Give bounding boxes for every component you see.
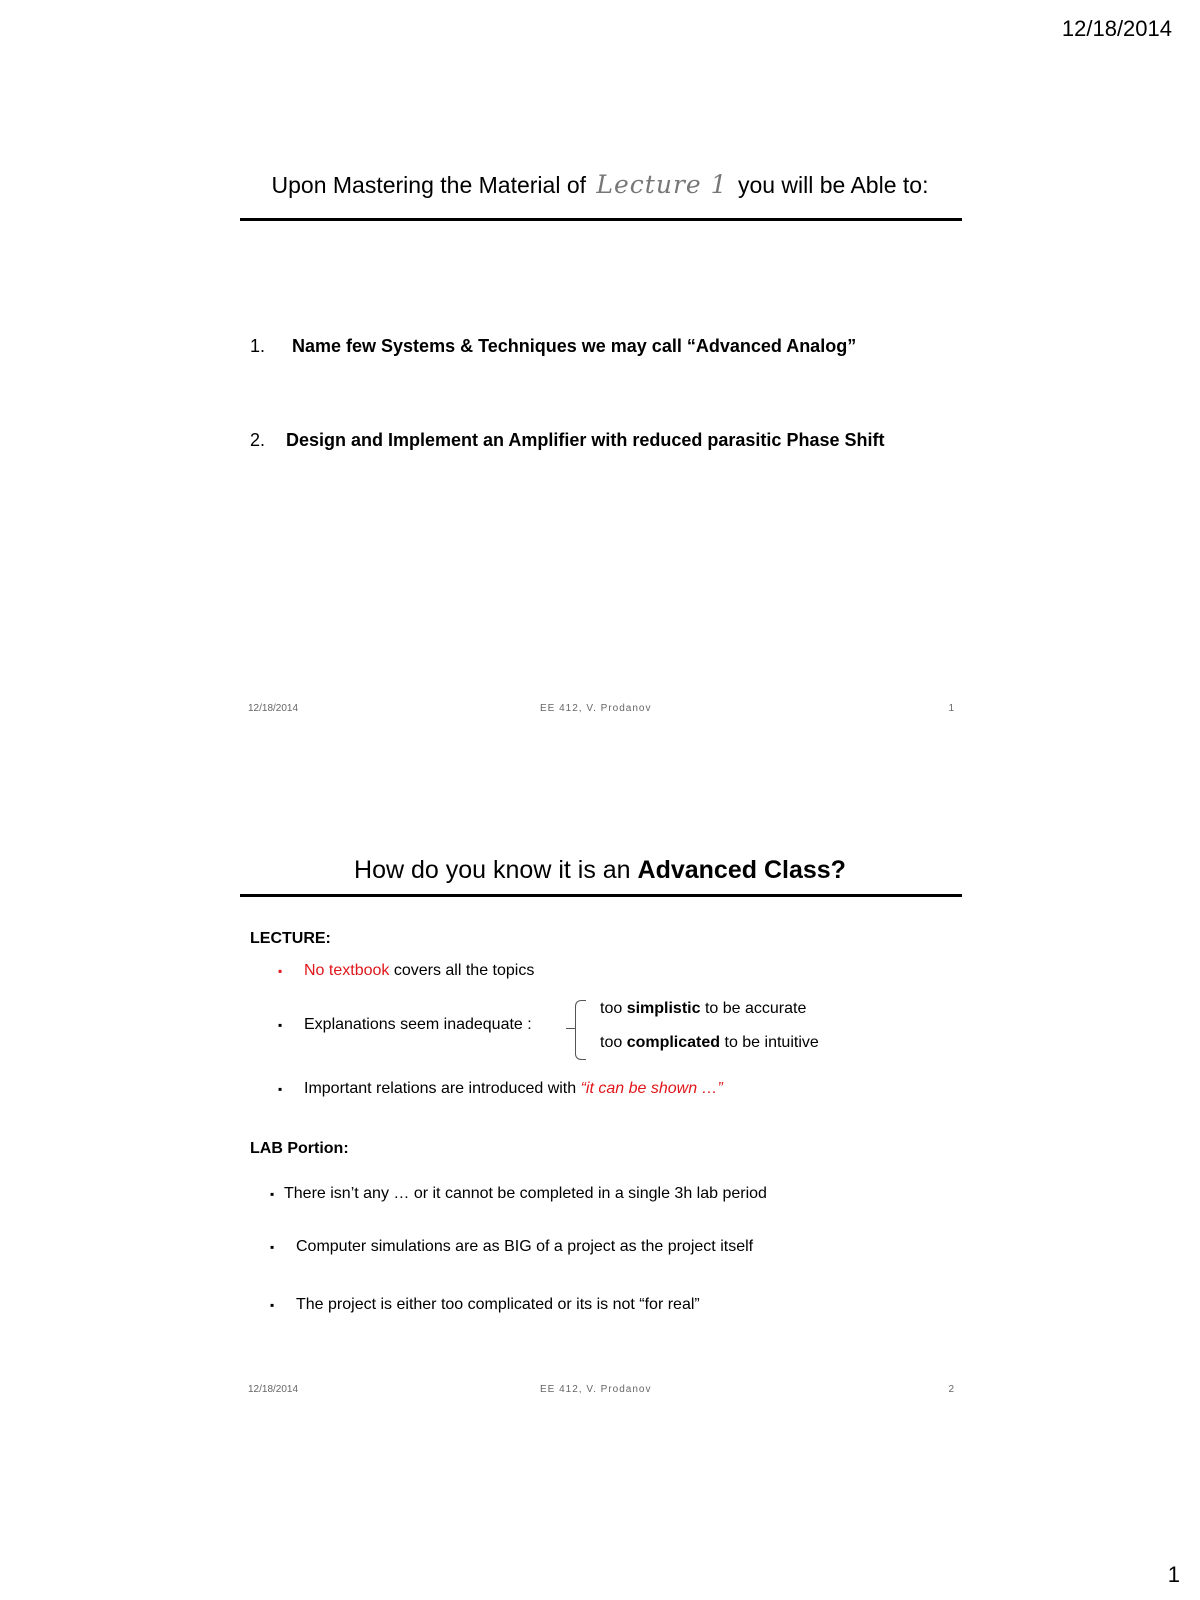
footer-slide-number: 2: [948, 1384, 954, 1395]
slide-1-title-rule: [240, 218, 962, 221]
bullet-marker: ▪: [270, 1298, 275, 1312]
slide-1-title-suffix: you will be Able to:: [737, 172, 929, 198]
brace-line-complicated: [600, 1034, 819, 1052]
bullet-marker: ▪: [278, 1018, 283, 1032]
slide-2-title-bold: Advanced Class?: [637, 856, 846, 884]
footer-course: EE 412, V. Prodanov: [540, 1384, 652, 1395]
brace-bold-text: complicated: [626, 1034, 721, 1051]
slide-1: [240, 160, 960, 740]
lab-bullet-text: Computer simulations are as BIG of a project as the project itself: [296, 1238, 754, 1255]
bullet-marker: ▪: [278, 1082, 283, 1096]
footer-slide-number: 1: [948, 703, 954, 714]
page-number: 1: [1167, 1562, 1180, 1587]
explanations-text: Explanations seem inadequate :: [304, 1016, 532, 1033]
lecture-bullet-3: [278, 1080, 723, 1098]
footer-date: 12/18/2014: [248, 703, 299, 714]
lab-bullet-text: There isn’t any … or it cannot be completed in a single 3h lab period: [284, 1185, 767, 1202]
bullet-marker: ▪: [270, 1187, 275, 1201]
slide-1-title-lecture: Lecture 1: [596, 170, 728, 199]
brace-text: to be accurate: [700, 1000, 807, 1017]
covers-topics-text: covers all the topics: [389, 962, 535, 979]
it-can-be-shown-text: “it can be shown …”: [580, 1080, 723, 1097]
no-textbook-text: No textbook: [304, 962, 390, 979]
slide-1-title: [240, 170, 960, 199]
slide-2: [240, 856, 960, 1440]
relations-text: Important relations are introduced with: [304, 1080, 581, 1097]
bullet-marker: ▪: [270, 1240, 275, 1254]
bullet-marker: ▪: [278, 964, 283, 978]
brace-text: too: [600, 1034, 627, 1051]
slide-1-title-prefix: Upon Mastering the Material of: [271, 172, 587, 198]
objective-number: 2.: [250, 430, 266, 450]
lab-heading: LAB Portion:: [250, 1140, 349, 1157]
lab-bullet-2: [270, 1238, 753, 1256]
lecture-heading: LECTURE:: [250, 930, 331, 947]
lab-bullet-3: [270, 1296, 700, 1314]
objective-item-1: [250, 336, 856, 357]
slide-2-title-rule: [240, 894, 962, 897]
lecture-bullet-2: [278, 1016, 532, 1034]
curly-brace-icon: [575, 1000, 586, 1060]
brace-line-simplistic: [600, 1000, 806, 1018]
brace-bold-text: simplistic: [626, 1000, 701, 1017]
footer-date: 12/18/2014: [248, 1384, 299, 1395]
slide-2-title: [240, 856, 960, 885]
slide-2-title-prefix: How do you know it is an: [354, 856, 631, 884]
brace-text: to be intuitive: [720, 1034, 819, 1051]
objective-text: Design and Implement an Amplifier with reduced parasitic Phase Shift: [286, 430, 885, 450]
page-date: 12/18/2014: [1061, 16, 1172, 41]
footer-course: EE 412, V. Prodanov: [540, 703, 652, 714]
brace-text: too: [600, 1000, 627, 1017]
objective-number: 1.: [250, 336, 266, 356]
objective-item-2: [250, 430, 884, 451]
lecture-bullet-1: [278, 962, 534, 980]
lab-bullet-text: The project is either too complicated or its is not “for real”: [296, 1296, 700, 1313]
objective-text: Name few Systems & Techniques we may call “Advanced Analog”: [292, 336, 857, 356]
lab-bullet-1: [270, 1185, 767, 1203]
